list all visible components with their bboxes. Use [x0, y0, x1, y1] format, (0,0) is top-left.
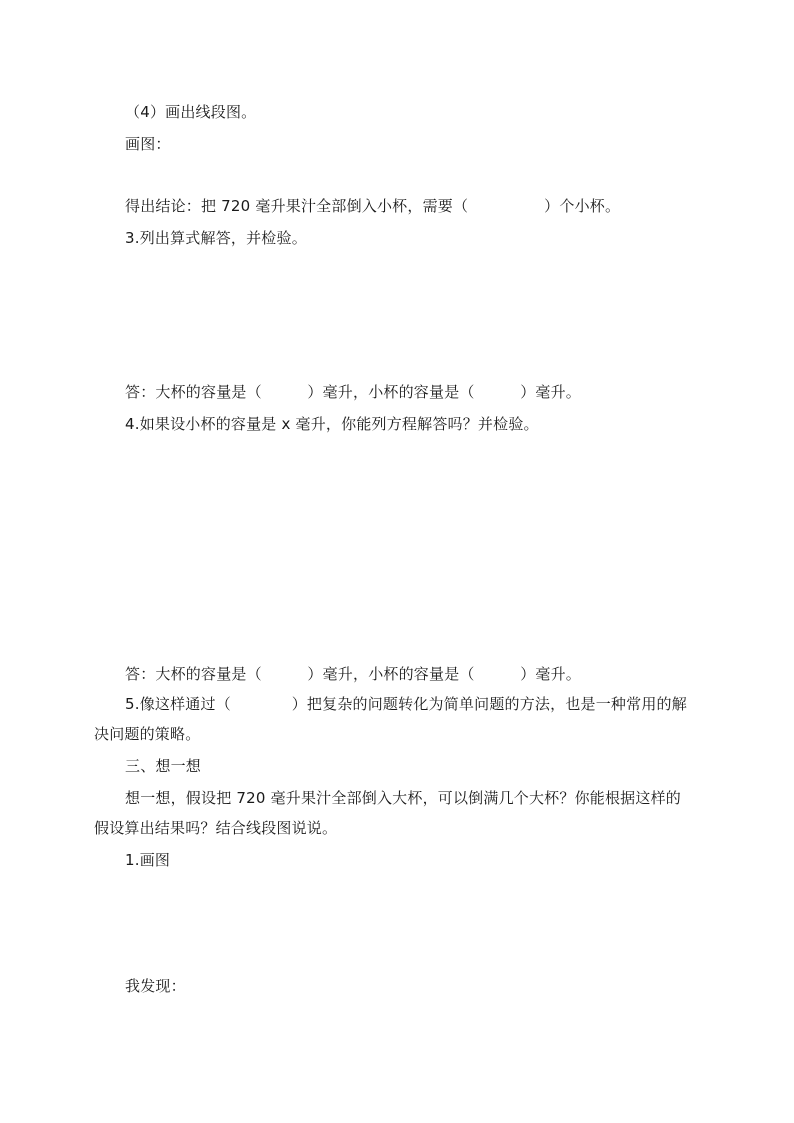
draw-label: 画图： [125, 135, 171, 153]
answer-2: 答：大杯的容量是（ ）毫升，小杯的容量是（ ）毫升。 [125, 665, 582, 683]
question-5-line-1: 5.像这样通过（ ）把复杂的问题转化为简单问题的方法，也是一种常用的解 [125, 695, 687, 713]
draw-item-1: 1.画图 [125, 851, 171, 869]
section-3-heading: 三、想一想 [125, 757, 202, 775]
think-paragraph-line-1: 想一想，假设把 720 毫升果汁全部倒入大杯，可以倒满几个大杯？你能根据这样的 [125, 789, 681, 807]
step-4-draw-line-diagram: （4）画出线段图。 [125, 103, 257, 121]
conclusion-small-cups: 得出结论：把 720 毫升果汁全部倒入小杯，需要（ ）个小杯。 [125, 197, 621, 215]
answer-1: 答：大杯的容量是（ ）毫升，小杯的容量是（ ）毫升。 [125, 383, 582, 401]
question-5-line-2: 决问题的策略。 [94, 725, 201, 743]
discovery-label: 我发现： [125, 977, 186, 995]
think-paragraph-line-2: 假设算出结果吗？结合线段图说说。 [94, 819, 338, 837]
question-3: 3.列出算式解答，并检验。 [125, 229, 307, 247]
question-4: 4.如果设小杯的容量是 x 毫升，你能列方程解答吗？并检验。 [125, 415, 539, 433]
